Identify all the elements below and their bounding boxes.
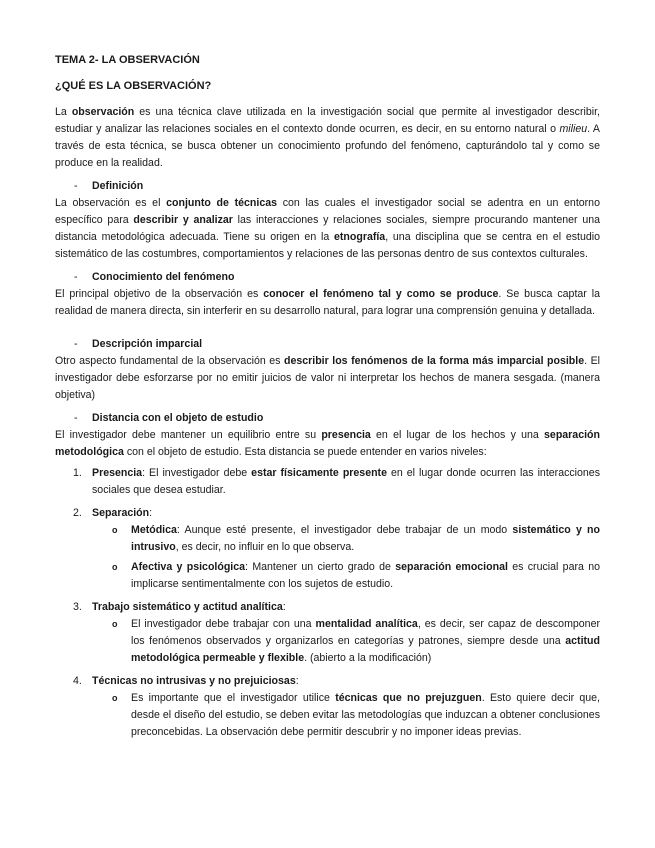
circle-bullet-icon: o [112,562,118,572]
circle-bullet-icon: o [112,619,118,629]
list-item-trabajo [55,599,600,667]
circle-bullet-icon: o [112,693,118,703]
intro-paragraph: La observación es una técnica clave utilizada en la investigación social que permite al investigador describir, estudiar y analizar las relaciones sociales en el contexto donde ocurren, es decir, en su entorno natural o milieu. A través de esta técnica, se busca obtener un conocimiento profundo del fenómeno, capturándolo tal y como se produce en la realidad. [55,106,600,169]
circle-bullet-icon: o [112,525,118,535]
list-item-tecnicas [55,673,600,741]
item-text: Técnicas no intrusivas y no prejuiciosas: [92,675,299,687]
sub-list [92,690,600,741]
sub-item-afectiva: o Afectiva y psicológica: Mantener un cierto grado de separación emocional es crucial para no implicarse sentimentalmente con los sujetos de estudio. [112,561,600,590]
heading-descripcion: - Descripción imparcial [55,336,600,353]
sub-item-analitica: o El investigador debe trabajar con una mentalidad analítica, es decir, ser capaz de descomponer los fenómenos observados y organizarlos en categorías y patrones, siempre desde una actitud metodológica permeable y flexible. (abierto a la modificación) [112,618,600,664]
item-text: Separación: [92,507,153,519]
item-text: Trabajo sistemático y actitud analítica: [92,601,286,613]
dash-bullet: - [74,180,78,192]
sub-item-prejuicio: o Es importante que el investigador utilice técnicas que no prejuzguen. Esto quiere decir que, desde el diseño del estudio, se deben evitar las metodologías que induzcan a obtener conclusiones preconcebidas. La observación debe permitir descubrir y no imponer ideas previas. [112,692,600,738]
paragraph-distancia: El investigador debe mantener un equilibrio entre su presencia en el lugar de los hechos y una separación metodológica con el objeto de estudio. Esta distancia se puede entender en varios niveles: [55,429,600,458]
list-item-presencia [55,465,600,499]
heading-conocimiento: - Conocimiento del fenómeno [55,269,600,286]
list-number: 3. [73,601,82,613]
document-title: TEMA 2- LA OBSERVACIÓN [55,54,200,66]
list-number: 4. [73,675,82,687]
section-question: ¿QUÉ ES LA OBSERVACIÓN? [55,80,212,92]
dash-bullet: - [74,338,78,350]
sub-list [92,522,600,593]
dash-bullet: - [74,412,78,424]
sub-item-metodica: o Metódica: Aunque esté presente, el investigador debe trabajar de un modo sistemático y no intrusivo, es decir, no influir en lo que observa. [112,524,601,553]
paragraph-conocimiento: El principal objetivo de la observación es conocer el fenómeno tal y como se produce. Se busca captar la realidad de manera directa, sin interferir en su desarrollo natural, para lograr una comprensión genuina y detallada. [55,288,600,317]
dash-bullet: - [74,271,78,283]
distance-levels-list [55,465,600,741]
paragraph-descripcion: Otro aspecto fundamental de la observación es describir los fenómenos de la forma más imparcial posible. El investigador debe esforzarse por no emitir juicios de valor ni interpretar los hechos de manera sesgada. (manera objetiva) [55,355,601,401]
list-number: 2. [73,507,82,519]
list-number: 1. [73,467,82,479]
sub-list [92,616,600,667]
heading-distancia: - Distancia con el objeto de estudio [55,410,600,427]
paragraph-definicion: La observación es el conjunto de técnicas con las cuales el investigador social se adentra en un entorno específico para describir y analizar las interacciones y relaciones sociales, siempre procurando mantener una distancia metodológica adecuada. Tiene su origen en la etnografía, una disciplina que se centra en el estudio sistemático de las costumbres, comportamientos y relaciones de las personas dentro de sus contextos culturales. [55,197,600,260]
item-text: Presencia: El investigador debe estar físicamente presente en el lugar donde ocurren las interacciones sociales que desea estudiar. [92,467,601,496]
list-item-separacion [55,505,600,593]
heading-definicion: - Definición [55,178,600,195]
